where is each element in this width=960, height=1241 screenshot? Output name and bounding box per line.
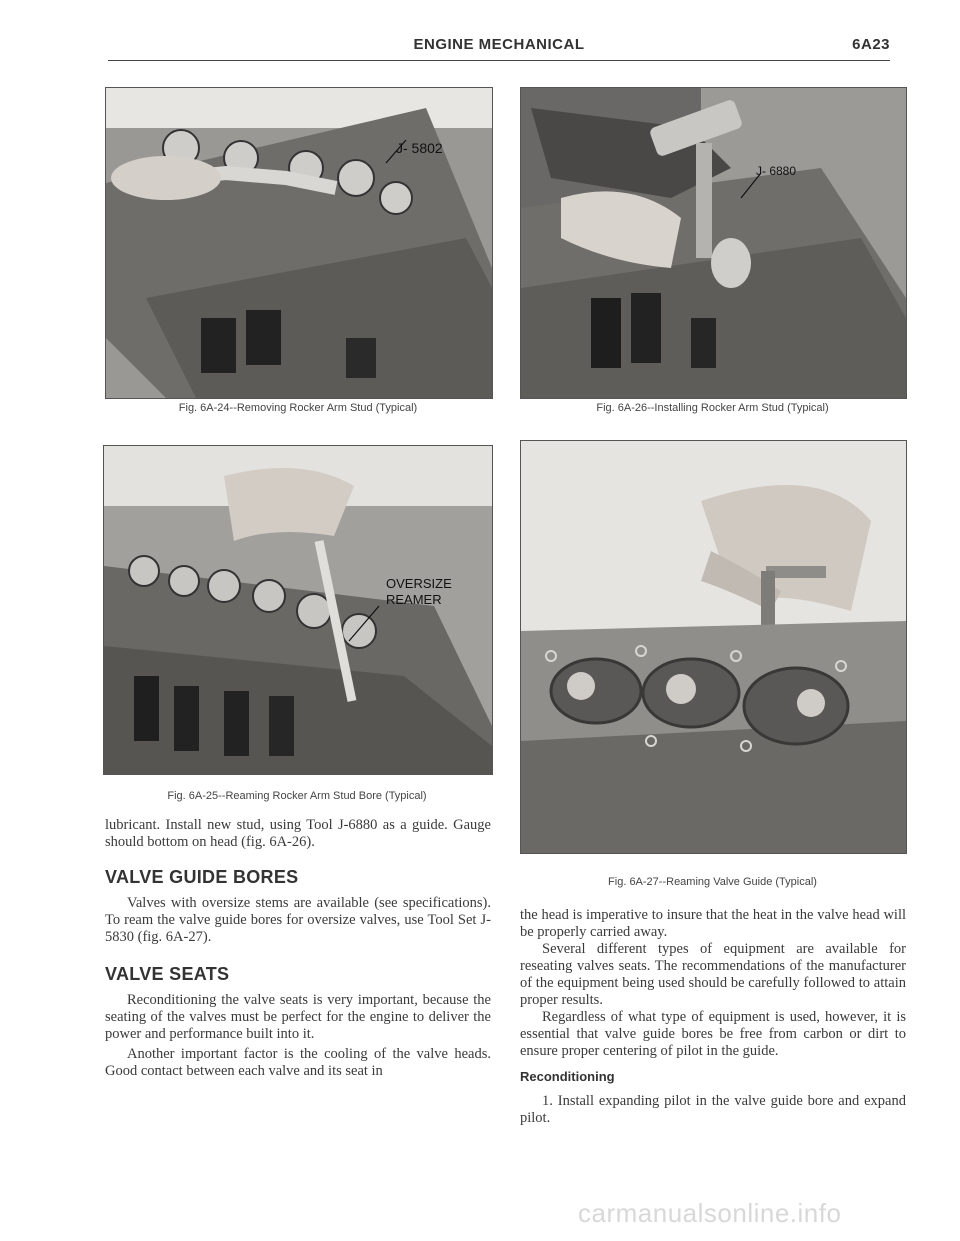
section-heading-valve-guide-bores: VALVE GUIDE BORES [105, 867, 299, 887]
body-paragraph: the head is imperative to insure that the heat in the valve head will be properly carried away. [520, 907, 906, 940]
tool-callout: J- 5802 [396, 140, 443, 156]
left-column [105, 817, 491, 1080]
body-paragraph: Several different types of equipment are available for reseating valves seats. The recommendations of the manufacturer of the equipment being used should be carefully followed to attain proper results. [520, 941, 906, 1008]
engine-head-photo [521, 441, 906, 853]
subheading-reconditioning: Reconditioning [520, 1069, 615, 1084]
figure-reaming-valve-guide [520, 440, 907, 854]
section-heading-valve-seats: VALVE SEATS [105, 964, 230, 984]
engine-head-photo [521, 88, 906, 398]
body-paragraph: Regardless of what type of equipment is used, however, it is essential that valve guide bores be free from carbon or dirt to ensure proper centering of pilot in the guide. [520, 1009, 906, 1059]
body-paragraph: Valves with oversize stems are available (see specifications). To ream the valve guide bores for oversize valves, use Tool Set J-5830 (fig. 6A-27). [105, 895, 491, 945]
figure-reaming-rocker-arm-stud-bore [103, 445, 493, 775]
tool-callout: J- 6880 [756, 164, 797, 178]
tool-callout-line2: REAMER [386, 592, 442, 607]
engine-head-photo [106, 88, 492, 398]
page-header [108, 30, 890, 61]
site-watermark: carmanualsonline.info [578, 1198, 842, 1228]
engine-head-photo [104, 446, 492, 774]
body-paragraph: Another important factor is the cooling of the valve heads. Good contact between each valve and its seat in [105, 1046, 491, 1079]
figure-caption: Fig. 6A-25--Reaming Rocker Arm Stud Bore (Typical) [167, 790, 427, 802]
figure-caption: Fig. 6A-27--Reaming Valve Guide (Typical) [608, 876, 817, 888]
figure-removing-rocker-arm-stud [105, 87, 493, 399]
figure-caption: Fig. 6A-24--Removing Rocker Arm Stud (Typical) [178, 402, 418, 414]
page-title: ENGINE MECHANICAL [413, 36, 585, 53]
right-column [520, 907, 906, 1127]
numbered-step: 1. Install expanding pilot in the valve guide bore and expand pilot. [520, 1093, 906, 1126]
figure-installing-rocker-arm-stud [520, 87, 907, 399]
intro-paragraph: lubricant. Install new stud, using Tool J-6880 as a guide. Gauge should bottom on head (fig. 6A-26). [105, 817, 491, 850]
page-number: 6A23 [852, 36, 890, 53]
tool-callout-line1: OVERSIZE [386, 576, 452, 591]
body-paragraph: Reconditioning the valve seats is very important, because the seating of the valves must be perfect for the engine to deliver the power and performance built into it. [105, 992, 491, 1042]
figure-caption: Fig. 6A-26--Installing Rocker Arm Stud (Typical) [596, 402, 829, 414]
